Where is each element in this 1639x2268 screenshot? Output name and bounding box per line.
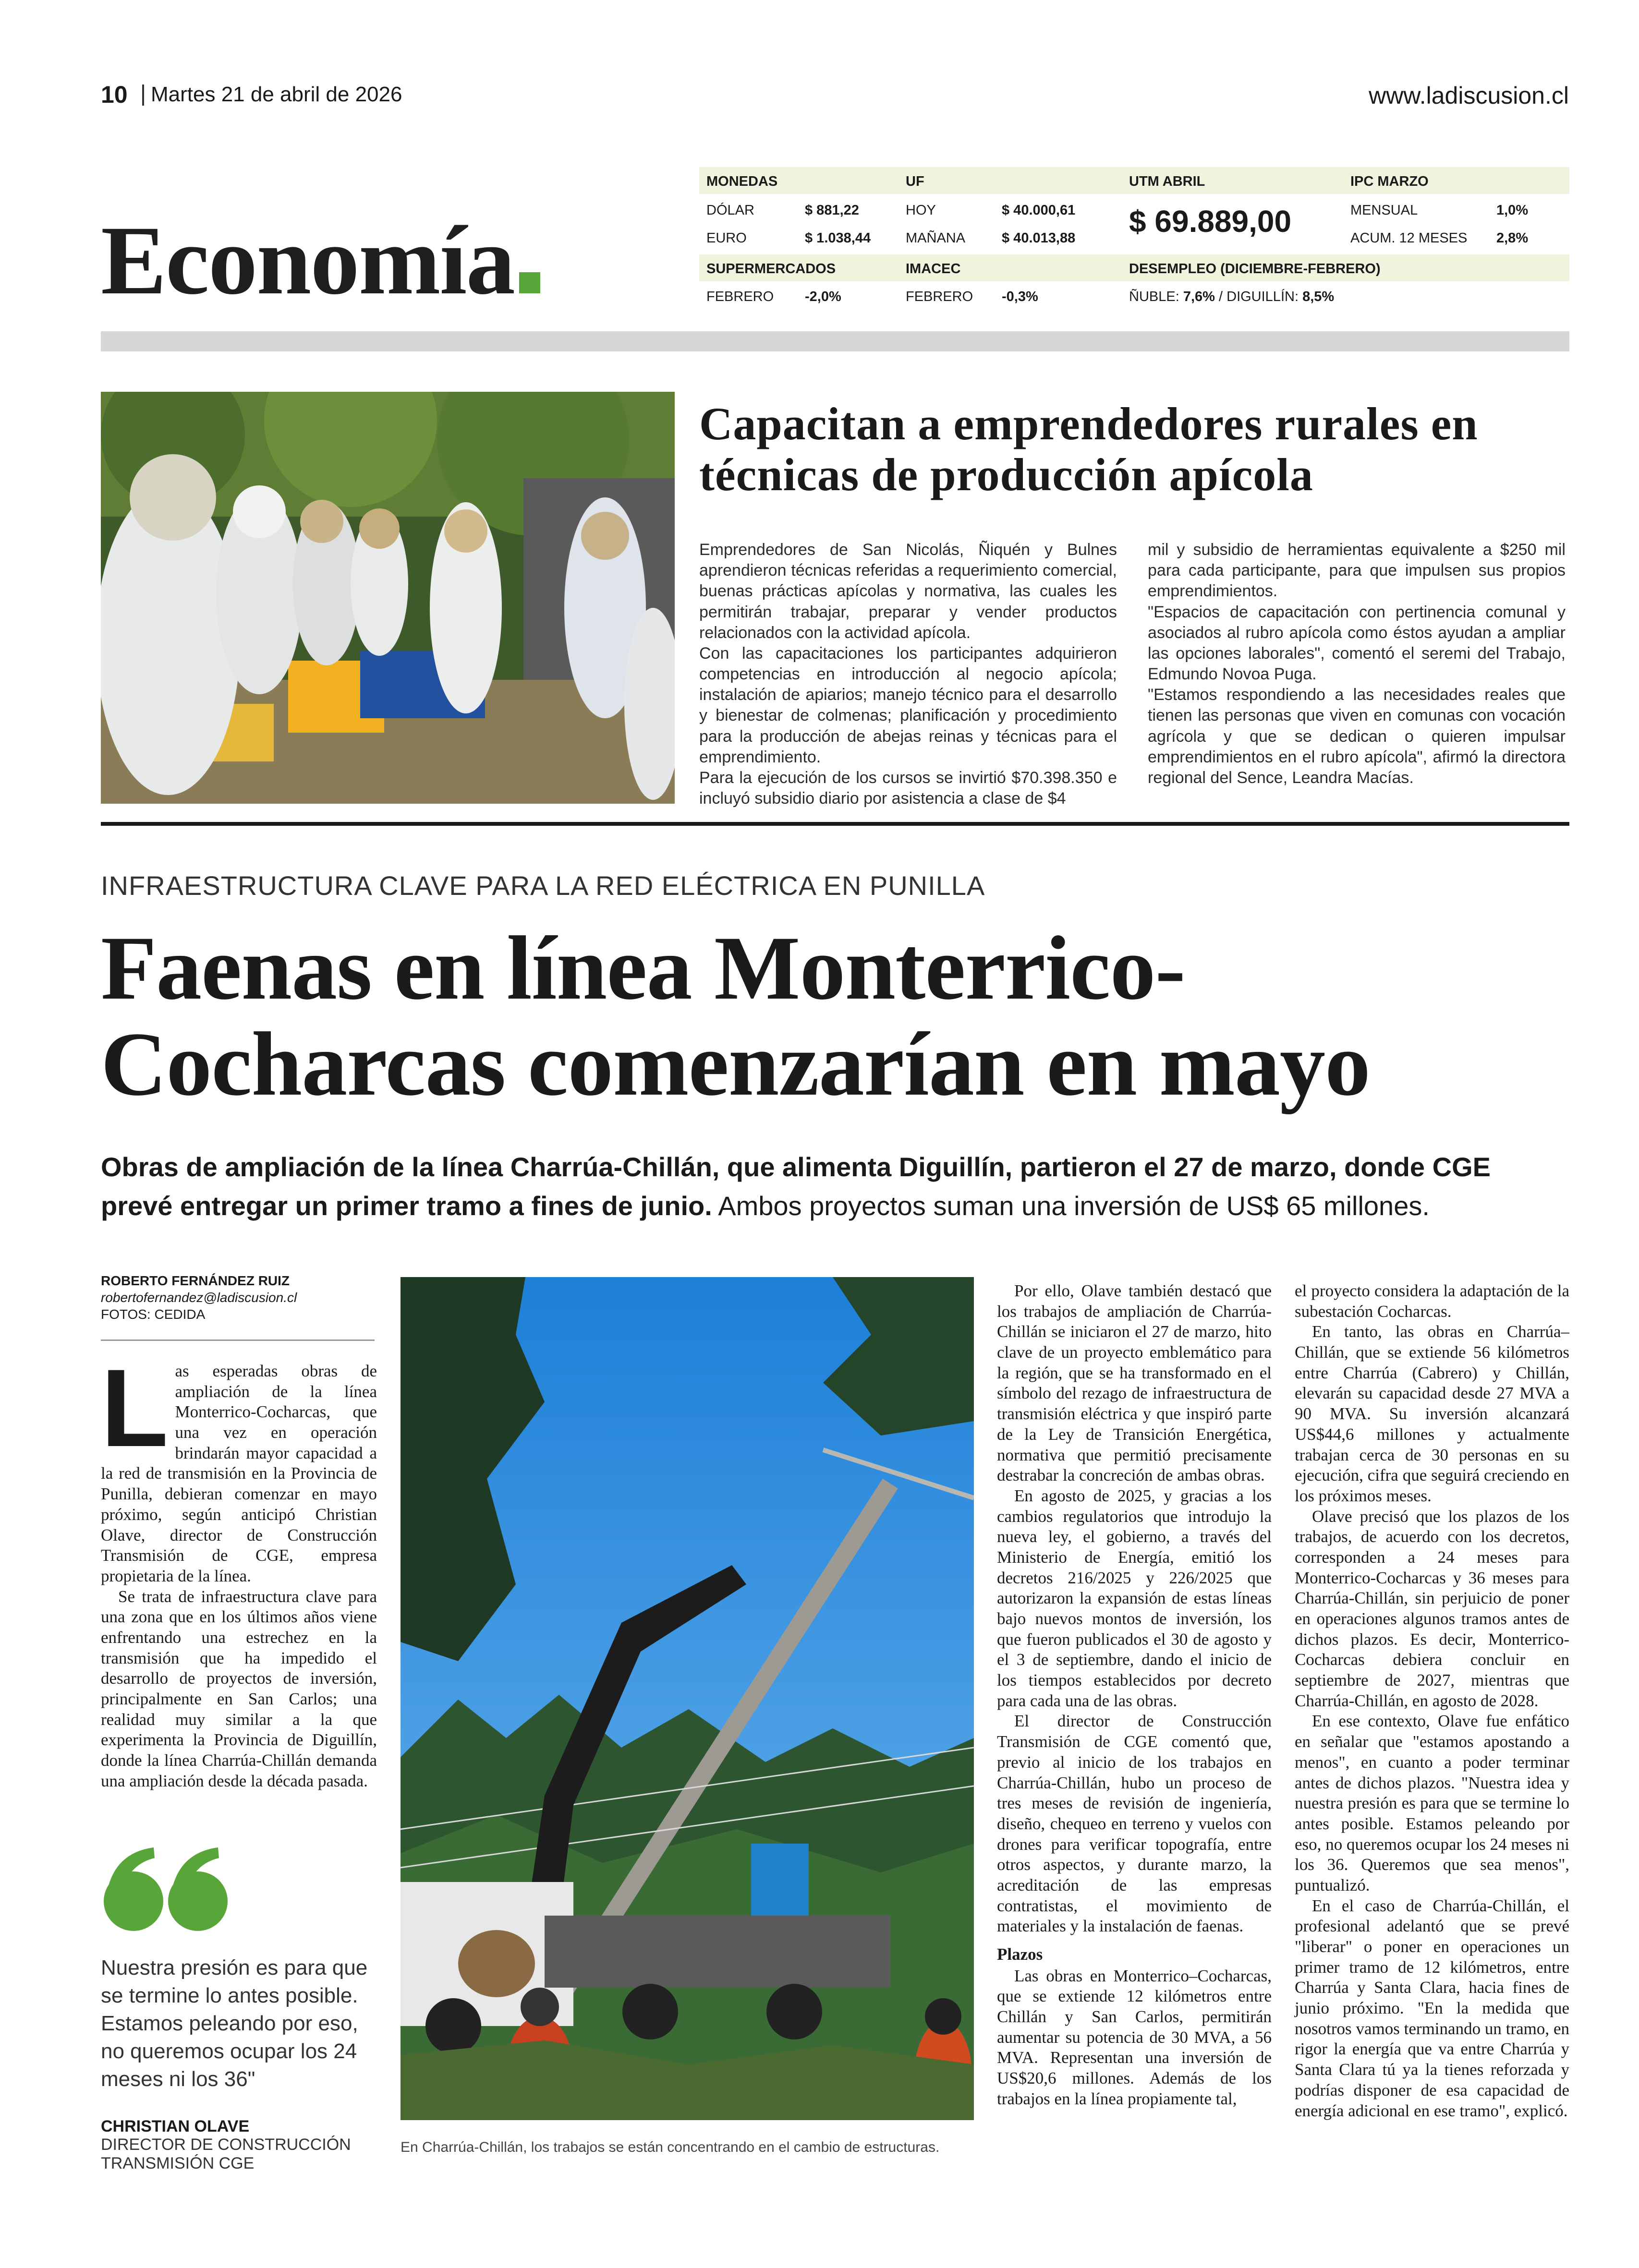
story2-paragraph: En agosto de 2025, y gracias a los cambios regulatorios que introdujo la nueva ley, el gobierno, a través del Ministerio de Energía, emitió los decretos 216/2025 y 226/2025 que autorizaron la expansión de estas líneas bajo nuevos montos de inversión, los que fueron publicados el 30 de agosto y el 3 de septiembre, dando el inicio de los tiempos establecidos por decreto para cada una de las obras.	[997, 1486, 1272, 1710]
story2-paragraph: En el caso de Charrúa-Chillán, el profesional adelantó que se prevé "liberar" o poner en operaciones un primer tramo de 12 kilómetros, entre Charrúa y Santa Clara, hacia fines de junio próximo. "En la medida que nosotros vamos terminando un tramo, en rigor la energía que va entre Charrúa y Santa Clara tú ya la tienes reforzada y podrías disponer de esa capacidad de energía adicional en ese tramo", explicó.	[1295, 1896, 1569, 2120]
story2-paragraph: el proyecto considera la adaptación de la subestación Cocharcas.	[1295, 1281, 1569, 1321]
dropcap: L	[101, 1346, 169, 1470]
page-number: 10	[101, 81, 128, 108]
story2-paragraph: Las obras en Monterrico–Cocharcas, que se extiende 12 kilómetros entre Chillán y San Carlos, permitirán aumentar su potencia de 30 MVA, a 56 MVA. Representan una inversión de US$20,6 millones. Además de los trabajos en la línea propiamente tal,	[997, 1966, 1272, 2108]
uf-hoy-value: $ 40.000,61	[1002, 203, 1076, 218]
section-title-text: Economía	[101, 206, 514, 315]
economic-indicators	[699, 167, 1569, 312]
story-divider	[101, 822, 1569, 826]
story1-paragraph: mil y subsidio de herramientas equivalente a $250 mil para cada participante, para que impulsen sus propios emprendimientos.	[1148, 541, 1566, 601]
euro-value: $ 1.038,44	[805, 230, 871, 246]
story2-paragraph: Por ello, Olave también destacó que los trabajos de ampliación de Charrúa-Chillán se iniciaron el 27 de marzo, hito clave de un proyecto emblemático para la región, que se ha transformado en el símbolo del rezago de infraestructura de transmisión eléctrica y que inspiró parte de la Ley de Transición Energética, normativa que permitió precisamente destrabar la concreción de ambas obras.	[997, 1281, 1272, 1485]
story2-paragraph: En tanto, las obras en Charrúa–Chillán, que se extiende 56 kilómetros entre Charrúa (Cabrero) y Chillán, elevarán su capacidad desde 27 MVA a 90 MVA. Su inversión alcanzará US$44,6 millones y actualmente trabajan cerca de 30 personas en su ejecución, cifra que seguirá creciendo en los próximos meses.	[1295, 1322, 1569, 1505]
beekeepers-illustration	[101, 392, 675, 804]
byline-email[interactable]: robertofernandez@ladiscusion.cl	[101, 1290, 297, 1305]
story2-column-4	[1295, 1281, 1569, 2121]
supermercados-value: -2,0%	[805, 289, 841, 304]
story2-kicker: INFRAESTRUCTURA CLAVE PARA LA RED ELÉCTRICA EN PUNILLA	[101, 870, 985, 901]
supermercados-label: SUPERMERCADOS	[706, 261, 836, 277]
uf-manana-label: MAÑANA	[906, 230, 966, 246]
desempleo-separator: /	[1219, 289, 1223, 304]
story1-column-2	[1148, 540, 1566, 788]
deck-bold: Obras de ampliación de la línea Charrúa-Chillán, que alimenta Diguillín, partieron el 27 de marzo, donde CGE prevé entregar un primer tramo a fines de junio.	[101, 1152, 1491, 1221]
page-date: Martes 21 de abril de 2026	[151, 83, 402, 106]
dolar-value: $ 881,22	[805, 203, 859, 218]
story2-column-3	[997, 1281, 1272, 2110]
beekeepers-photo	[101, 392, 675, 804]
ipc-label: IPC MARZO	[1350, 174, 1429, 189]
quote-icon-graphic	[101, 1844, 231, 1935]
section-rule	[101, 331, 1569, 351]
story2-paragraph: Se trata de infraestructura clave para una zona que en los últimos años viene enfrentando una estrechez en la transmisión que ha impedido el desarrollo de proyectos de inversión, principalmente en San Carlos; una realidad muy similar a la que experimenta la Provincia de Diguillín, donde la línea Charrúa-Chillán demanda una ampliación desde la década pasada.	[101, 1587, 377, 1790]
diguillin-value: 8,5%	[1302, 289, 1335, 304]
diguillin-label: DIGUILLÍN:	[1226, 289, 1299, 304]
nuble-label: ÑUBLE:	[1129, 289, 1179, 304]
story1-paragraph: "Espacios de capacitación con pertinencia comunal y asociados al rubro apícola como éstos ayudan a ampliar las opciones laborales", comentó el seremi del Trabajo, Edmundo Novoa Puga.	[1148, 603, 1566, 684]
quote-author-role: DIRECTOR DE CONSTRUCCIÓN TRANSMISIÓN CGE	[101, 2135, 351, 2173]
story1-paragraph: Para la ejecución de los cursos se invirtió $70.398.350 e incluyó subsidio diario por asistencia a clase de $4	[699, 768, 1117, 808]
story2-deck	[101, 1147, 1569, 1225]
desempleo-values	[1129, 289, 1334, 305]
ipc-acum-label: ACUM. 12 MESES	[1350, 230, 1468, 246]
section-dot	[519, 272, 540, 293]
story2-paragraph: El director de Construcción Transmisión de CGE comentó que, previo al inicio de los trabajos en Charrúa-Chillán, hubo un proceso de tres meses de revisión de ingeniería, diseño, chequeo en terreno y vuelos con drones para verificar topografía, entre otros aspectos, y durante marzo, la acreditación de las empresas contratistas, el movimiento de materiales y la instalación de faenas.	[997, 1712, 1272, 1936]
story1-paragraph: Con las capacitaciones los participantes adquirieron competencias en introducción al negocio apícola; instalación de apiarios; manejo técnico para el desarrollo y bienestar de colmenas; planificación y procedimiento para la producción de abejas reinas y técnicas para el emprendimiento.	[699, 644, 1117, 766]
imacec-label: IMACEC	[906, 261, 961, 277]
nuble-value: 7,6%	[1183, 289, 1215, 304]
subheading-plazos: Plazos	[997, 1945, 1043, 1964]
uf-manana-value: $ 40.013,88	[1002, 230, 1076, 246]
deck-rest: Ambos proyectos suman una inversión de US$ 65 millones.	[712, 1191, 1430, 1221]
quote-icon	[101, 1844, 231, 1935]
story2-paragraph: En ese contexto, Olave fue enfático en señalar que "estamos apostando a menos", en cuanto a poder terminar antes de dichos plazos. "Nuestra idea y nuestra presión es para que se termine lo antes posible. Estamos peleando por eso, no queremos ocupar los 24 meses ni los 36. Queremos que sea menos", puntualizó.	[1295, 1712, 1569, 1894]
photo-caption: En Charrúa-Chillán, los trabajos se están concentrando en el cambio de estructuras.	[401, 2139, 940, 2155]
dolar-label: DÓLAR	[706, 203, 754, 218]
quote-author: CHRISTIAN OLAVE	[101, 2117, 250, 2135]
monedas-label: MONEDAS	[706, 174, 778, 189]
story2-paragraph: Olave precisó que los plazos de los trabajos, de acuerdo con los decretos, corresponden a 24 meses para Monterrico-Cocharcas y 36 meses para Charrúa-Chillán, sin perjuicio de poner en operaciones algunos tramos antes de dichos plazos. Es decir, Monterrico-Cocharcas debiera concluir en septiembre de 2027, mientras que Charrúa-Chillán, en agosto de 2028.	[1295, 1507, 1569, 1710]
byline-divider	[101, 1339, 375, 1341]
byline-name: ROBERTO FERNÁNDEZ RUIZ	[101, 1273, 290, 1288]
supermercados-period: FEBRERO	[706, 289, 774, 304]
desempleo-label: DESEMPLEO (DICIEMBRE-FEBRERO)	[1129, 261, 1381, 277]
story2-column-1	[101, 1346, 377, 1791]
header-divider	[142, 84, 144, 106]
section-title	[101, 206, 540, 315]
pull-quote: Nuestra presión es para que se termine lo antes posible. Estamos peleando por eso, no queremos ocupar los 24 meses ni los 36"	[101, 1956, 368, 2091]
ipc-acum-value: 2,8%	[1496, 230, 1529, 246]
byline	[101, 1272, 379, 1323]
story2-paragraph: as esperadas obras de ampliación de la línea Monterrico-Cocharcas, que una vez en operación brindarán mayor capacidad a la red de transmisión en la Provincia de Punilla, debieran comenzar en mayo próximo, según anticipó Christian Olave, director de Construcción Transmisión de CGE, empresa propietaria de la línea.	[101, 1362, 377, 1585]
utm-label: UTM ABRIL	[1129, 174, 1205, 189]
ipc-mensual-label: MENSUAL	[1350, 203, 1418, 218]
ipc-mensual-value: 1,0%	[1496, 203, 1529, 218]
uf-hoy-label: HOY	[906, 203, 936, 218]
story2-headline: Faenas en línea Monterrico-Cocharcas comenzarían en mayo	[101, 918, 1370, 1115]
story1-column-1	[699, 540, 1117, 809]
euro-label: EURO	[706, 230, 747, 246]
story1-title: Capacitan a emprendedores rurales en técnicas de producción apícola	[699, 398, 1478, 500]
uf-label: UF	[906, 174, 924, 189]
byline-photos: FOTOS: CEDIDA	[101, 1307, 206, 1322]
imacec-value: -0,3%	[1002, 289, 1038, 304]
story1-paragraph: Emprendedores de San Nicolás, Ñiquén y Bulnes aprendieron técnicas referidas a requerimiento comercial, buenas prácticas apícolas y normativa, las cuales les permitirán trabajar, preparar y vender productos relacionados con la actividad apícola.	[699, 541, 1117, 642]
power-line-photo	[401, 1277, 974, 2120]
utm-value: $ 69.889,00	[1129, 204, 1292, 239]
site-url[interactable]: www.ladiscusion.cl	[1369, 82, 1569, 109]
power-line-illustration	[401, 1277, 974, 2120]
story1-paragraph: "Estamos respondiendo a las necesidades reales que tienen las personas que viven en comunas con vocación agrícola y que se dedican o quieren impulsar emprendimientos en el rubro apícola", afirmó la directora regional del Sence, Leandra Macías.	[1148, 686, 1566, 787]
imacec-period: FEBRERO	[906, 289, 973, 304]
